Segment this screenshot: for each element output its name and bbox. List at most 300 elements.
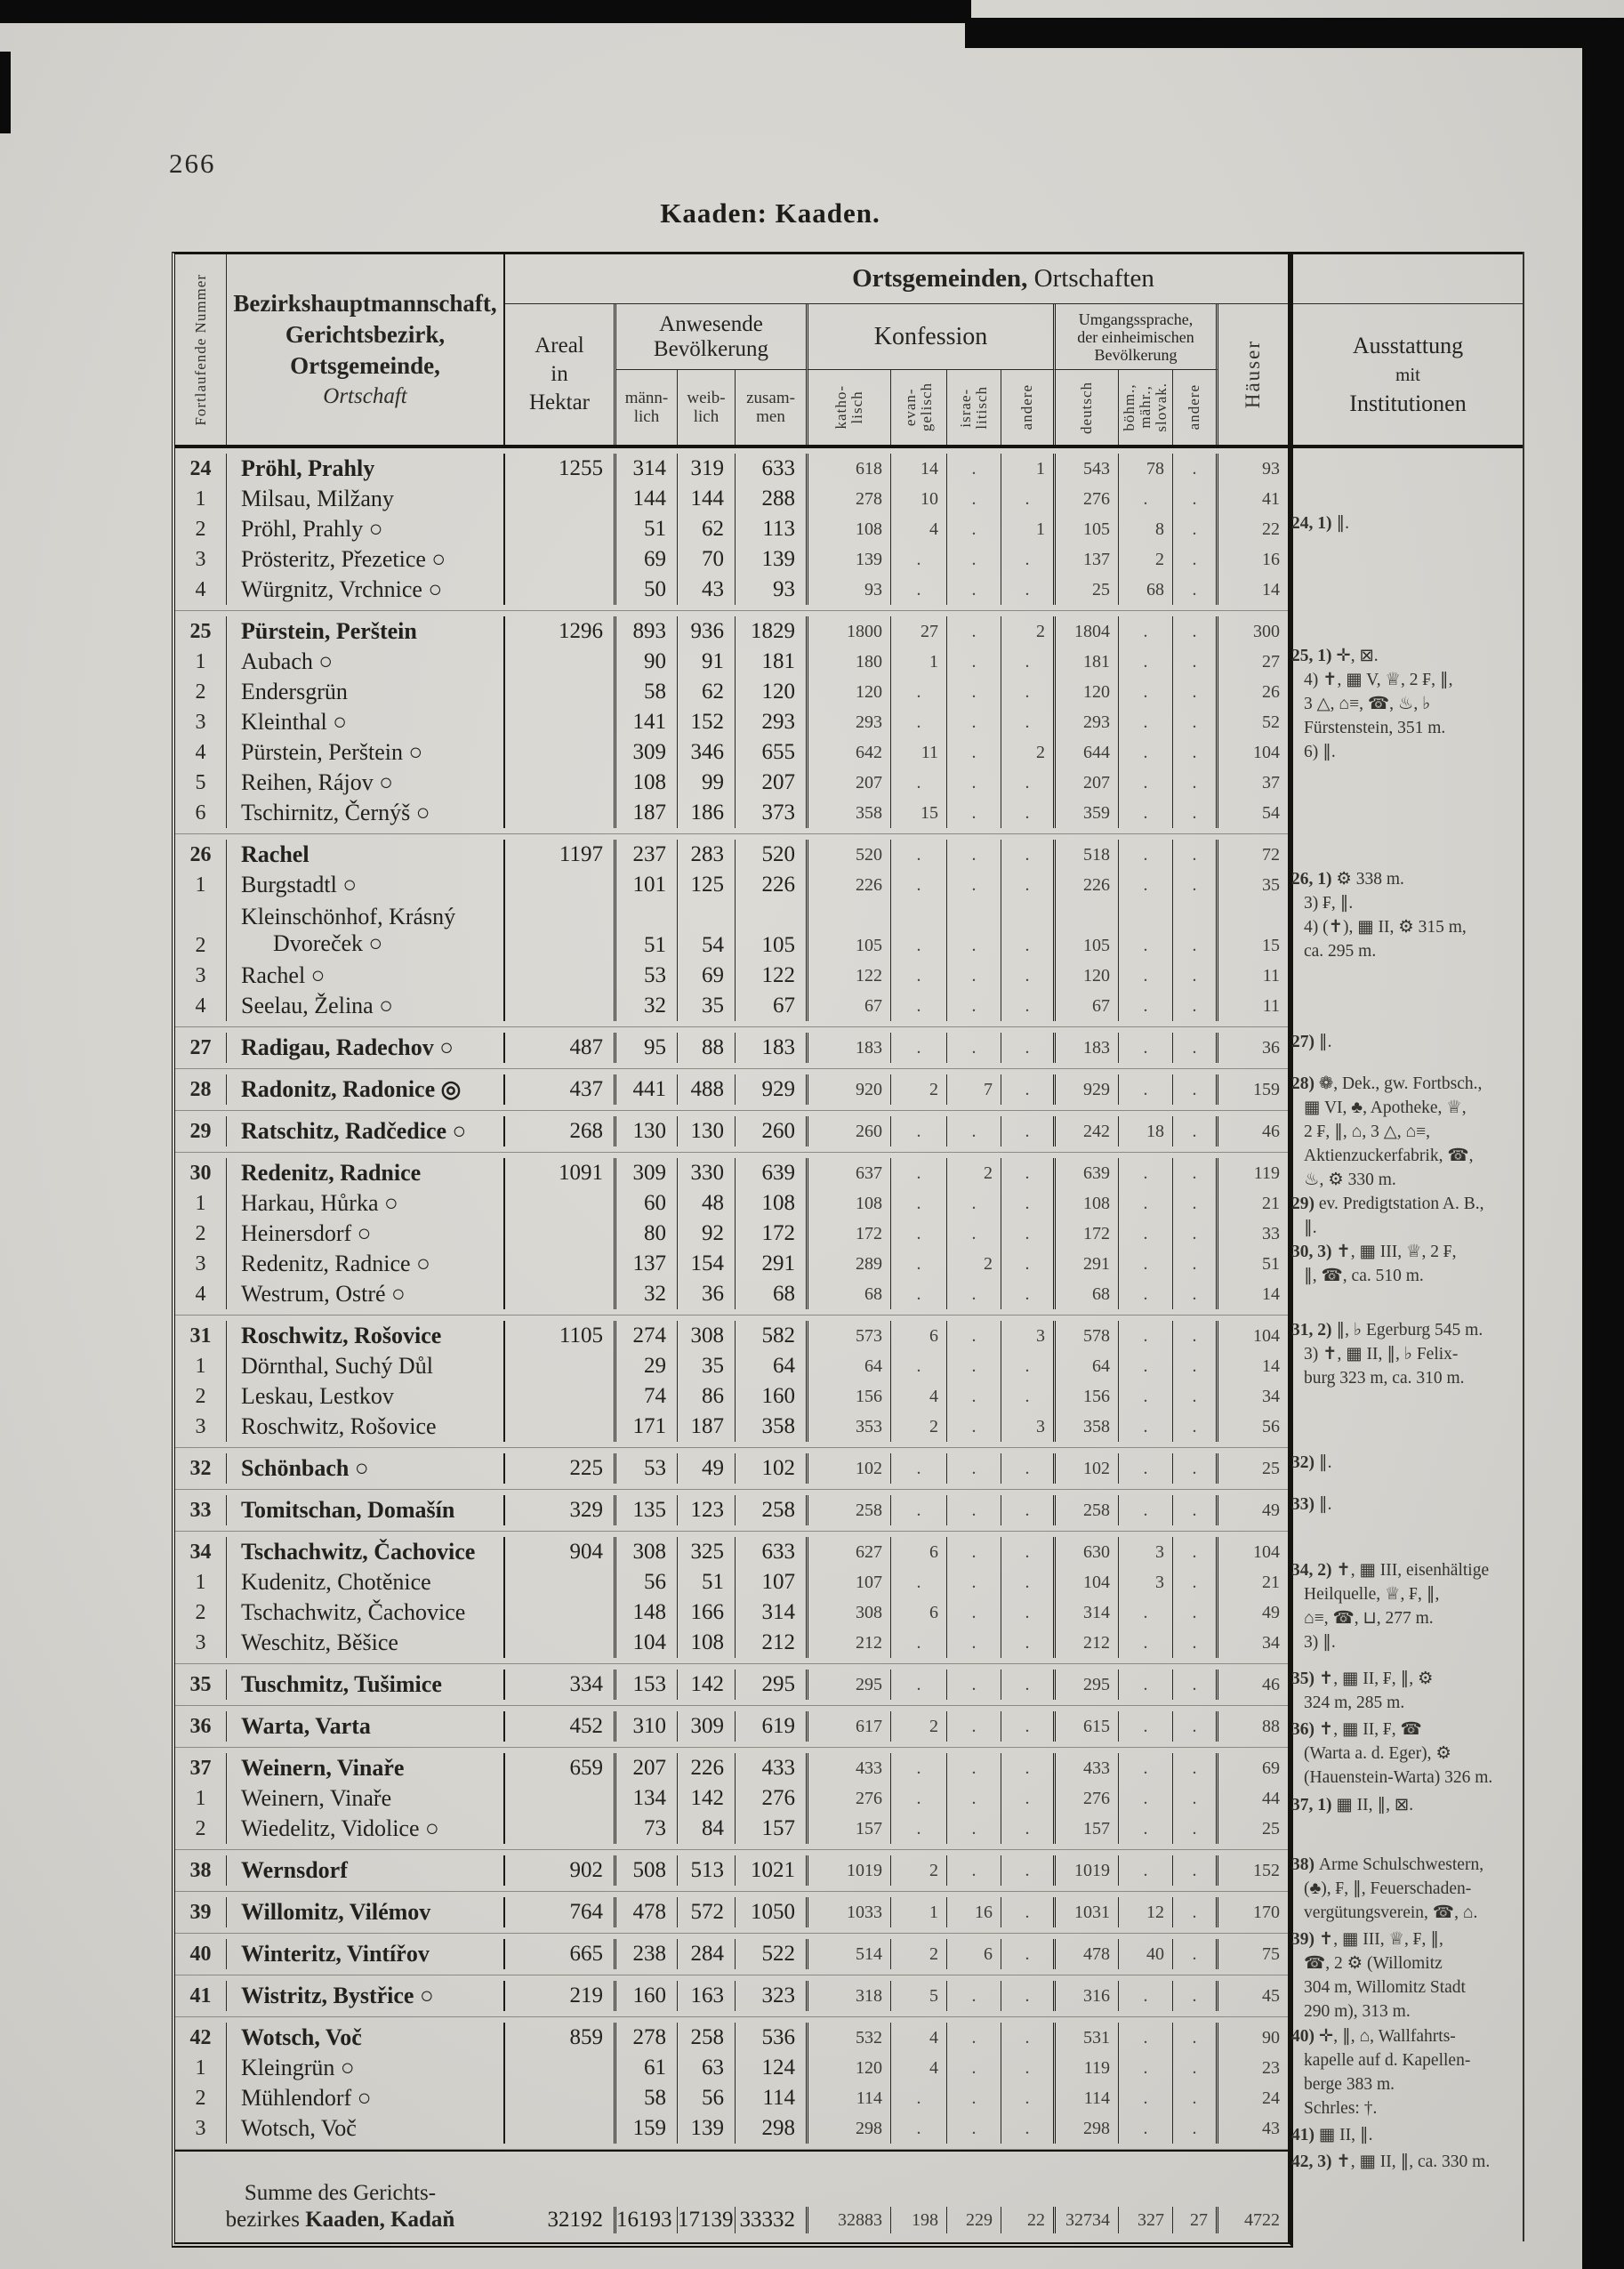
jewish-cell: .: [947, 1814, 1001, 1844]
areal-cell: [505, 544, 616, 575]
male-cell: 160: [616, 1981, 678, 2011]
name-cell: Willomitz, Vilémov: [227, 1897, 505, 1927]
other-language-cell: .: [1173, 677, 1218, 707]
protestant-cell: 6: [891, 1597, 947, 1628]
areal-cell: [505, 707, 616, 737]
german-cell: 258: [1056, 1495, 1119, 1525]
scan-artifact-top-right-bar: [965, 18, 1624, 48]
german-cell: 105: [1056, 900, 1119, 961]
other-language-cell: .: [1173, 1279, 1218, 1309]
name-cell: Milsau, Milžany: [227, 484, 505, 514]
areal-cell: [505, 1783, 616, 1814]
name-cell: Kleinthal ○: [227, 707, 505, 737]
other-language-cell: .: [1173, 1495, 1218, 1525]
female-cell: 139: [678, 2113, 736, 2144]
houses-cell: 88: [1262, 1717, 1280, 1736]
other-language-cell: .: [1173, 961, 1218, 991]
female-cell: 130: [678, 1116, 736, 1147]
nr-cell: 3: [175, 544, 227, 575]
jewish-cell: .: [947, 2053, 1001, 2083]
nr-cell: 1: [175, 1188, 227, 1219]
houses-cell: 54: [1262, 803, 1280, 823]
subheader-jewish: israe- litisch: [947, 370, 1001, 445]
other-language-cell: .: [1173, 1219, 1218, 1249]
jewish-cell: .: [947, 840, 1001, 870]
total-cell: 212: [736, 1628, 808, 1658]
other-confession-cell: 3: [1001, 1321, 1056, 1351]
protestant-cell: .: [891, 1783, 947, 1814]
houses-cell: 16: [1262, 550, 1280, 569]
areal-cell: 437: [505, 1074, 616, 1105]
areal-cell: [505, 484, 616, 514]
total-cell: 288: [736, 484, 808, 514]
protestant-cell: 6: [891, 1537, 947, 1567]
table-row: [175, 514, 1288, 544]
column-header-running-number: Fortlaufende Nummer: [175, 254, 227, 445]
czech-cell: .: [1119, 677, 1173, 707]
czech-cell: .: [1119, 1381, 1173, 1412]
census-table: [172, 252, 1293, 2248]
czech-cell: .: [1119, 1249, 1173, 1279]
houses-cell: 35: [1262, 875, 1280, 895]
male-cell: 237: [616, 840, 678, 870]
jewish-cell: 229: [947, 2207, 1001, 2233]
jewish-cell: .: [947, 707, 1001, 737]
jewish-cell: .: [947, 677, 1001, 707]
german-cell: 104: [1056, 1567, 1119, 1597]
protestant-cell: .: [891, 870, 947, 900]
catholic-cell: 102: [808, 1453, 891, 1484]
name-cell: Aubach ○: [227, 647, 505, 677]
areal-cell: [505, 1628, 616, 1658]
protestant-cell: 198: [891, 2207, 947, 2233]
other-confession-cell: .: [1001, 870, 1056, 900]
total-cell: 314: [736, 1597, 808, 1628]
houses-cell: 34: [1262, 1387, 1280, 1406]
name-cell: Pröhl, Prahly: [227, 454, 505, 484]
note-ref: 29): [1291, 1195, 1319, 1214]
areal-cell: 1255: [505, 454, 616, 484]
other-confession-cell: .: [1001, 1453, 1056, 1484]
czech-cell: .: [1119, 2083, 1173, 2113]
protestant-cell: .: [891, 991, 947, 1021]
total-cell: 323: [736, 1981, 808, 2011]
nr-cell: 2: [175, 1219, 227, 1249]
german-cell: 630: [1056, 1537, 1119, 1567]
scan-artifact-right-band: [1582, 18, 1624, 2269]
czech-cell: .: [1119, 2053, 1173, 2083]
commune-group: [175, 834, 1288, 1027]
czech-cell: .: [1119, 840, 1173, 870]
german-cell: 105: [1056, 514, 1119, 544]
jewish-cell: .: [947, 1567, 1001, 1597]
areal-cell: [505, 1567, 616, 1597]
protestant-cell: .: [891, 1453, 947, 1484]
rule-header-bottom-extension: [1293, 445, 1523, 448]
total-cell: 183: [736, 1033, 808, 1063]
german-cell: 212: [1056, 1628, 1119, 1658]
commune-group: [175, 1316, 1288, 1448]
table-row: [175, 840, 1288, 870]
catholic-cell: 278: [808, 484, 891, 514]
nr-cell: 2: [175, 1381, 227, 1412]
female-cell: 36: [678, 1279, 736, 1309]
areal-cell: [505, 1188, 616, 1219]
houses-cell: 14: [1262, 1284, 1280, 1304]
jewish-cell: 16: [947, 1897, 1001, 1927]
note-ref: 40): [1291, 2026, 1319, 2046]
other-confession-cell: 1: [1001, 514, 1056, 544]
areal-cell: [505, 647, 616, 677]
table-row: [175, 677, 1288, 707]
german-cell: 316: [1056, 1981, 1119, 2011]
table-row: [175, 1567, 1288, 1597]
czech-cell: 3: [1119, 1567, 1173, 1597]
catholic-cell: 298: [808, 2113, 891, 2144]
header-subcolumns: [616, 370, 1218, 445]
other-language-cell: .: [1173, 1381, 1218, 1412]
houses-cell: 27: [1262, 652, 1280, 672]
other-confession-cell: .: [1001, 1033, 1056, 1063]
german-cell: 531: [1056, 2023, 1119, 2053]
areal-cell: 1091: [505, 1158, 616, 1188]
note-ref: 36): [1291, 1720, 1319, 1740]
female-cell: 330: [678, 1158, 736, 1188]
other-language-cell: .: [1173, 1188, 1218, 1219]
note-ref: 38): [1291, 1855, 1319, 1874]
name-cell: Roschwitz, Rošovice: [227, 1321, 505, 1351]
female-cell: 125: [678, 870, 736, 900]
total-cell: 33332: [736, 2207, 808, 2233]
female-cell: 49: [678, 1453, 736, 1484]
other-confession-cell: 22: [1001, 2207, 1056, 2233]
name-cell: Weinern, Vinaře: [227, 1783, 505, 1814]
houses-cell: 23: [1262, 2058, 1280, 2078]
protestant-cell: .: [891, 544, 947, 575]
female-cell: 283: [678, 840, 736, 870]
german-cell: 359: [1056, 798, 1119, 828]
female-cell: 70: [678, 544, 736, 575]
other-confession-cell: .: [1001, 707, 1056, 737]
male-cell: 80: [616, 1219, 678, 1249]
jewish-cell: .: [947, 2113, 1001, 2144]
total-cell: 207: [736, 768, 808, 798]
other-confession-cell: .: [1001, 1074, 1056, 1105]
other-language-cell: .: [1173, 1116, 1218, 1147]
german-cell: 291: [1056, 1249, 1119, 1279]
german-cell: 314: [1056, 1597, 1119, 1628]
protestant-cell: 4: [891, 2053, 947, 2083]
czech-cell: 2: [1119, 544, 1173, 575]
table-row: [175, 1855, 1288, 1886]
areal-cell: 904: [505, 1537, 616, 1567]
male-cell: 137: [616, 1249, 678, 1279]
areal-cell: 665: [505, 1939, 616, 1969]
total-cell: 358: [736, 1412, 808, 1442]
female-cell: 142: [678, 1783, 736, 1814]
nr-cell: 35: [175, 1670, 227, 1700]
german-cell: 1804: [1056, 616, 1119, 647]
name-cell: Leskau, Lestkov: [227, 1381, 505, 1412]
protestant-cell: .: [891, 961, 947, 991]
other-confession-cell: .: [1001, 961, 1056, 991]
table-row: [175, 1351, 1288, 1381]
houses-cell: 34: [1262, 1633, 1280, 1653]
protestant-cell: 11: [891, 737, 947, 768]
protestant-cell: 4: [891, 1381, 947, 1412]
other-confession-cell: .: [1001, 1628, 1056, 1658]
total-cell: 276: [736, 1783, 808, 1814]
nr-cell: 30: [175, 1158, 227, 1188]
catholic-cell: 226: [808, 870, 891, 900]
female-cell: 309: [678, 1711, 736, 1742]
male-cell: 309: [616, 737, 678, 768]
total-cell: 105: [736, 900, 808, 961]
protestant-cell: .: [891, 677, 947, 707]
other-confession-cell: .: [1001, 1939, 1056, 1969]
table-row: [175, 616, 1288, 647]
catholic-cell: 108: [808, 1188, 891, 1219]
female-cell: 63: [678, 2053, 736, 2083]
table-row: [175, 1753, 1288, 1783]
german-cell: 102: [1056, 1453, 1119, 1484]
other-confession-cell: .: [1001, 1537, 1056, 1567]
total-cell: 139: [736, 544, 808, 575]
catholic-cell: 293: [808, 707, 891, 737]
areal-cell: [505, 798, 616, 828]
nr-cell: 1: [175, 870, 227, 900]
table-row: [175, 1711, 1288, 1742]
other-language-cell: .: [1173, 2023, 1218, 2053]
note-ref: 25, 1): [1291, 647, 1337, 665]
protestant-cell: .: [891, 1219, 947, 1249]
female-cell: 43: [678, 575, 736, 605]
jewish-cell: 7: [947, 1074, 1001, 1105]
other-confession-cell: .: [1001, 1711, 1056, 1742]
subheader-male: männ- lich: [616, 370, 678, 445]
areal-cell: [505, 768, 616, 798]
male-cell: 153: [616, 1670, 678, 1700]
other-language-cell: .: [1173, 798, 1218, 828]
other-confession-cell: .: [1001, 1249, 1056, 1279]
note: 28) ❁, Dek., gw. Fortbsch., ▦ VI, ♣, Apotheke, ♕, 2 ₣, ∥, ⌂, 3 △, ⌂≡, Aktienzuckerfabrik, ☎, ♨, ⚙ 330 m.: [1291, 1074, 1483, 1189]
other-confession-cell: 2: [1001, 737, 1056, 768]
houses-cell: 72: [1262, 845, 1280, 865]
houses-cell: 25: [1262, 1819, 1280, 1839]
name-cell: Kleingrün ○: [227, 2053, 505, 2083]
name-cell: Dörnthal, Suchý Důl: [227, 1351, 505, 1381]
total-cell: 67: [736, 991, 808, 1021]
jewish-cell: .: [947, 1453, 1001, 1484]
other-language-cell: .: [1173, 1537, 1218, 1567]
sum-label: Summe des Gerichts- bezirkes Kaaden, Kadaň: [225, 2181, 455, 2232]
other-language-cell: .: [1173, 1074, 1218, 1105]
name-cell: Würgnitz, Vrchnice ○: [227, 575, 505, 605]
other-confession-cell: .: [1001, 2083, 1056, 2113]
protestant-cell: 4: [891, 514, 947, 544]
female-cell: 513: [678, 1855, 736, 1886]
name-cell: Heinersdorf ○: [227, 1219, 505, 1249]
other-confession-cell: .: [1001, 647, 1056, 677]
nr-cell: 2: [175, 514, 227, 544]
column-header-area: Areal in Hektar: [505, 304, 616, 445]
commune-group: [175, 1153, 1288, 1316]
nr-cell: 25: [175, 616, 227, 647]
jewish-cell: .: [947, 514, 1001, 544]
name-cell: Radonitz, Radonice ◎: [227, 1074, 505, 1105]
protestant-cell: 2: [891, 1939, 947, 1969]
czech-cell: .: [1119, 2113, 1173, 2144]
houses-cell: 104: [1253, 1326, 1280, 1346]
czech-cell: .: [1119, 1597, 1173, 1628]
name-cell: Tschachwitz, Čachovice: [227, 1537, 505, 1567]
note: 24, 1) ∥.: [1291, 514, 1349, 533]
german-cell: 358: [1056, 1412, 1119, 1442]
areal-cell: 659: [505, 1753, 616, 1783]
male-cell: 144: [616, 484, 678, 514]
nr-cell: 3: [175, 2113, 227, 2144]
female-cell: 86: [678, 1381, 736, 1412]
jewish-cell: .: [947, 768, 1001, 798]
table-row: [175, 2023, 1288, 2053]
male-cell: 58: [616, 677, 678, 707]
commune-group: [175, 1706, 1288, 1748]
note: 40) ✛, ∥, ⌂, Wallfahrts- kapelle auf d. Kapellen- berge 383 m. Schrles: †.: [1291, 2026, 1471, 2118]
nr-cell: 42: [175, 2023, 227, 2053]
name-cell: Winteritz, Vintířov: [227, 1939, 505, 1969]
german-cell: 226: [1056, 870, 1119, 900]
nr-cell: 1: [175, 484, 227, 514]
czech-cell: .: [1119, 1981, 1173, 2011]
catholic-cell: 308: [808, 1597, 891, 1628]
czech-cell: .: [1119, 1219, 1173, 1249]
catholic-cell: 207: [808, 768, 891, 798]
name-cell: Wernsdorf: [227, 1855, 505, 1886]
male-cell: 101: [616, 870, 678, 900]
houses-cell: 11: [1262, 966, 1280, 986]
czech-cell: 12: [1119, 1897, 1173, 1927]
german-cell: 276: [1056, 1783, 1119, 1814]
female-cell: 936: [678, 616, 736, 647]
table-row: [175, 1783, 1288, 1814]
areal-cell: 32192: [505, 2207, 616, 2233]
table-row: [175, 544, 1288, 575]
czech-cell: .: [1119, 1188, 1173, 1219]
nr-cell: 1: [175, 1351, 227, 1381]
total-cell: 639: [736, 1158, 808, 1188]
other-confession-cell: .: [1001, 1597, 1056, 1628]
nr-cell: 3: [175, 1412, 227, 1442]
other-confession-cell: .: [1001, 1753, 1056, 1783]
rule-top-extension: [1293, 252, 1523, 254]
table-row: [175, 1381, 1288, 1412]
areal-cell: [505, 575, 616, 605]
areal-cell: [505, 1412, 616, 1442]
other-language-cell: .: [1173, 484, 1218, 514]
protestant-cell: 2: [891, 1855, 947, 1886]
german-cell: 295: [1056, 1670, 1119, 1700]
areal-cell: 452: [505, 1711, 616, 1742]
other-confession-cell: .: [1001, 798, 1056, 828]
areal-cell: 219: [505, 1981, 616, 2011]
jewish-cell: .: [947, 870, 1001, 900]
protestant-cell: .: [891, 575, 947, 605]
female-cell: 51: [678, 1567, 736, 1597]
houses-cell: 52: [1262, 712, 1280, 732]
protestant-cell: .: [891, 1279, 947, 1309]
houses-cell: 21: [1262, 1194, 1280, 1213]
houses-cell: 69: [1262, 1758, 1280, 1778]
other-confession-cell: .: [1001, 768, 1056, 798]
nr-cell: 27: [175, 1033, 227, 1063]
protestant-cell: 2: [891, 1412, 947, 1442]
name-cell: Weschitz, Běšice: [227, 1628, 505, 1658]
protestant-cell: 27: [891, 616, 947, 647]
header-span-title: Ortsgemeinden, Ortschaften: [505, 254, 1288, 304]
catholic-cell: 139: [808, 544, 891, 575]
total-cell: 160: [736, 1381, 808, 1412]
areal-cell: 764: [505, 1897, 616, 1927]
name-cell: Harkau, Hůrka ○: [227, 1188, 505, 1219]
commune-group: [175, 2017, 1288, 2150]
other-language-cell: .: [1173, 1351, 1218, 1381]
protestant-cell: .: [891, 1753, 947, 1783]
name-cell: Westrum, Ostré ○: [227, 1279, 505, 1309]
german-cell: 276: [1056, 484, 1119, 514]
czech-cell: .: [1119, 900, 1173, 961]
czech-cell: .: [1119, 737, 1173, 768]
female-cell: 35: [678, 1351, 736, 1381]
houses-cell: 43: [1262, 2119, 1280, 2138]
other-language-cell: .: [1173, 1033, 1218, 1063]
note-ref: 37, 1): [1291, 1795, 1337, 1814]
protestant-cell: .: [891, 840, 947, 870]
table-row: [175, 1279, 1288, 1309]
table-row: [175, 1412, 1288, 1442]
male-cell: 32: [616, 991, 678, 1021]
name-cell: Warta, Varta: [227, 1711, 505, 1742]
header-right-region: [505, 254, 1288, 445]
german-cell: 518: [1056, 840, 1119, 870]
male-cell: 141: [616, 707, 678, 737]
name-cell: Kleinschönhof, Krásný Dvoreček ○: [227, 900, 505, 961]
houses-cell: 45: [1262, 1986, 1280, 2006]
female-cell: 308: [678, 1321, 736, 1351]
total-cell: 114: [736, 2083, 808, 2113]
other-language-cell: .: [1173, 900, 1218, 961]
name-cell: Redenitz, Radnice ○: [227, 1249, 505, 1279]
catholic-cell: 260: [808, 1116, 891, 1147]
nr-cell: 1: [175, 2053, 227, 2083]
name-cell: Ratschitz, Radčedice ○: [227, 1116, 505, 1147]
nr-cell: 3: [175, 961, 227, 991]
female-cell: 35: [678, 991, 736, 1021]
catholic-cell: 32883: [808, 2207, 891, 2233]
czech-cell: 8: [1119, 514, 1173, 544]
table-row: [175, 2113, 1288, 2144]
czech-cell: .: [1119, 2023, 1173, 2053]
name-cell: Weinern, Vinaře: [227, 1753, 505, 1783]
areal-cell: 329: [505, 1495, 616, 1525]
female-cell: 88: [678, 1033, 736, 1063]
page-title: Kaaden: Kaaden.: [660, 197, 880, 229]
other-language-cell: .: [1173, 1981, 1218, 2011]
male-cell: 274: [616, 1321, 678, 1351]
female-cell: 62: [678, 677, 736, 707]
german-cell: 120: [1056, 677, 1119, 707]
total-cell: 120: [736, 677, 808, 707]
catholic-cell: 258: [808, 1495, 891, 1525]
